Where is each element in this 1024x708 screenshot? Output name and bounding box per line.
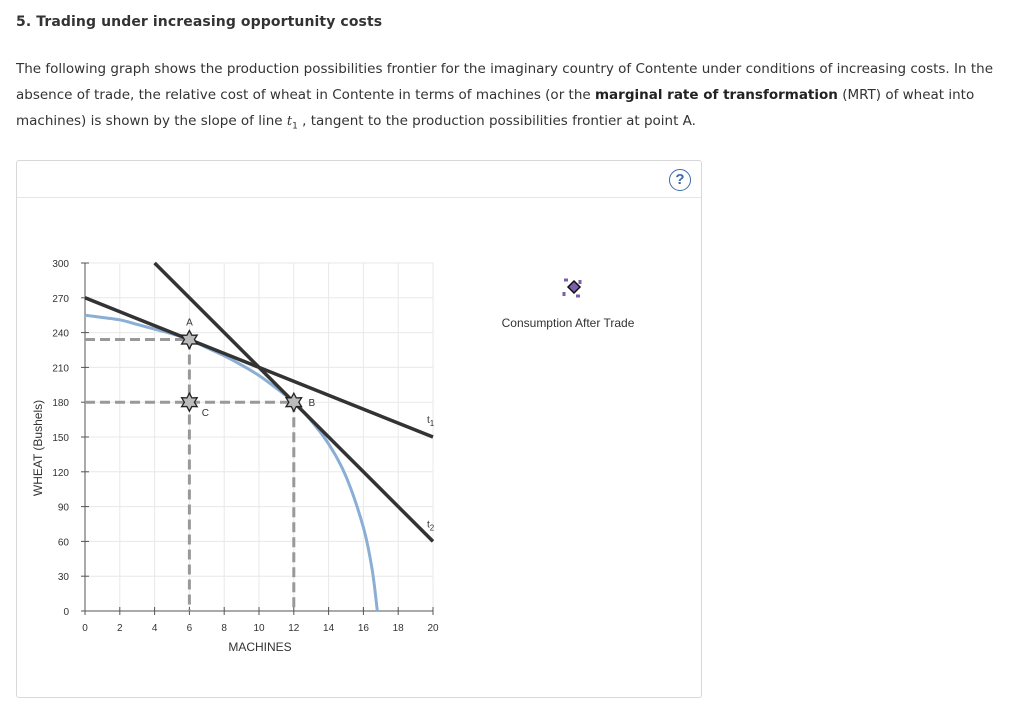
y-tick-label: 150 xyxy=(52,433,69,444)
point-c-label: C xyxy=(201,408,210,420)
y-tick-label: 240 xyxy=(52,328,69,340)
ppf-curve xyxy=(85,315,377,611)
x-tick-label: 4 xyxy=(151,623,158,634)
legend xyxy=(564,280,580,296)
question-heading: 5. Trading under increasing opportunity costs xyxy=(16,14,383,30)
y-tick-label: 210 xyxy=(52,363,69,375)
axes xyxy=(52,259,439,634)
x-axis-title: MACHINES xyxy=(228,640,292,654)
tangent-label-t2: $t_2$ xyxy=(427,519,435,533)
intro-text-1: The following graph shows the production possibilities frontier for the imaginary country of Contente under conditions of increasing costs. In the absence of trade, the relative cost of wheat in Contente in terms of machines (or the xyxy=(16,61,993,103)
x-tick-label: 6 xyxy=(186,623,193,634)
y-tick-label: 60 xyxy=(57,537,69,549)
y-tick-label: 180 xyxy=(52,398,69,410)
x-tick-label: 0 xyxy=(82,623,88,634)
point-a-label: A xyxy=(186,317,193,329)
intro-bold-term: marginal rate of transformation xyxy=(594,87,838,103)
x-tick-label: 8 xyxy=(221,623,227,634)
intro-line-symbol: t xyxy=(286,114,293,129)
point-a-marker xyxy=(182,331,198,349)
tangent-label-sub: 1 xyxy=(429,419,435,428)
y-tick-label: 270 xyxy=(52,293,69,305)
question-intro xyxy=(16,56,1006,140)
intro-line-subscript: 1 xyxy=(292,121,298,132)
y-tick-label: 0 xyxy=(63,607,69,618)
x-tick-label: 12 xyxy=(288,623,300,634)
point-b-label: B xyxy=(308,398,316,410)
tangent-label-sub: 2 xyxy=(429,523,435,533)
y-tick-label: 30 xyxy=(57,572,69,584)
help-icon[interactable]: ? xyxy=(669,169,691,191)
y-tick-label: 300 xyxy=(52,259,69,270)
intro-text-2: (MRT) of wheat into machines) is shown by the slope of line xyxy=(16,87,975,129)
graph-panel xyxy=(16,160,702,698)
ppf-chart xyxy=(17,161,701,697)
x-tick-label: 2 xyxy=(117,623,123,634)
point-c-marker xyxy=(182,393,198,411)
tangent-label-t1: $t_1$ xyxy=(427,415,435,428)
x-tick-label: 14 xyxy=(323,623,335,634)
x-tick-label: 10 xyxy=(253,623,265,634)
y-tick-label: 120 xyxy=(52,467,69,479)
grid xyxy=(85,263,433,611)
y-tick-label: 90 xyxy=(57,502,69,514)
intro-text-3: , tangent to the production possibilities frontier at point A. xyxy=(297,113,696,129)
x-tick-label: 20 xyxy=(427,623,439,634)
x-tick-label: 18 xyxy=(392,623,404,634)
legend-diamond-icon xyxy=(568,281,580,293)
x-tick-label: 16 xyxy=(357,623,369,634)
legend-label: Consumption After Trade xyxy=(501,316,635,330)
y-axis-title: WHEAT (Bushels) xyxy=(31,399,45,497)
